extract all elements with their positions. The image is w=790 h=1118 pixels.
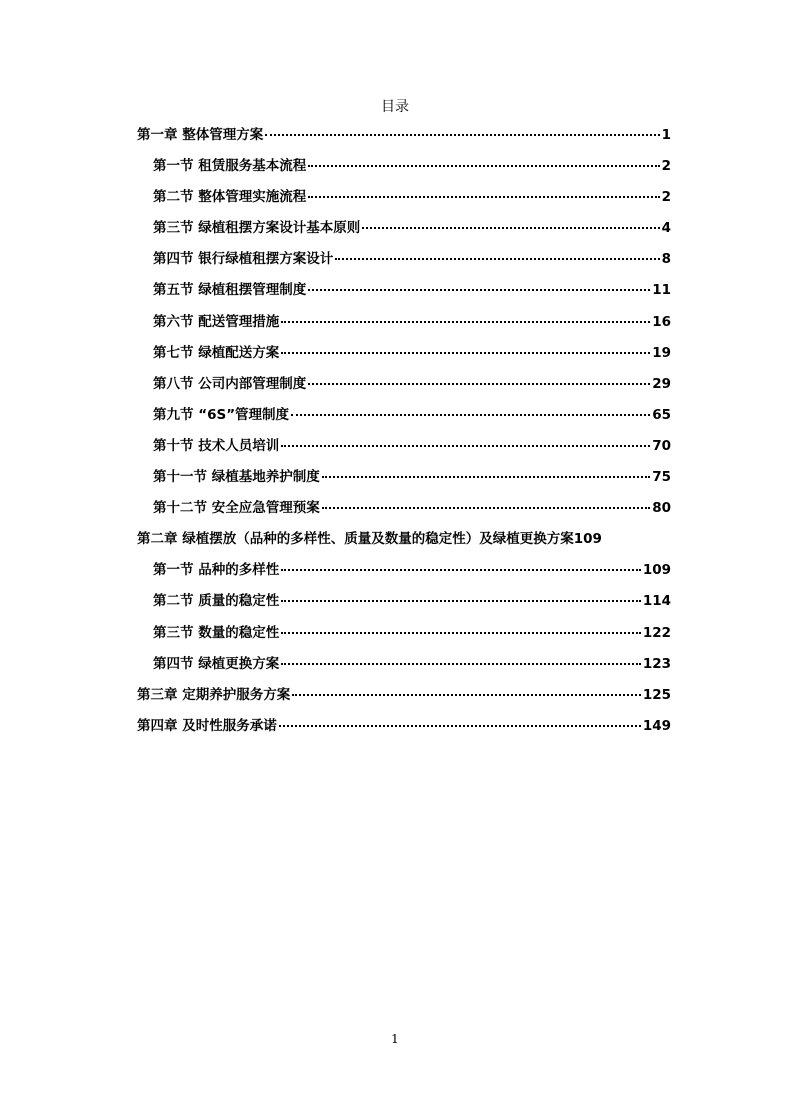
toc-entry[interactable]: [137, 151, 671, 182]
dot-leader: [281, 445, 650, 447]
toc-entry-label: 第六节 配送管理措施: [153, 313, 280, 330]
toc-entry-page-number: 70: [652, 437, 671, 454]
toc-entry[interactable]: [137, 680, 671, 711]
toc-entry[interactable]: [137, 244, 671, 275]
toc-entry[interactable]: [137, 431, 671, 462]
dot-leader: [281, 663, 641, 665]
toc-entry-label: 第三节 数量的稳定性: [153, 624, 280, 641]
toc-entry[interactable]: [137, 462, 671, 493]
toc-entry-label: 第三节 绿植租摆方案设计基本原则: [153, 220, 361, 237]
toc-entry-page-number: 29: [652, 375, 671, 392]
toc-entry-page-number: 109: [573, 531, 602, 548]
dot-leader: [281, 321, 650, 323]
toc-entry[interactable]: [137, 649, 671, 680]
toc-entry-page-number: 2: [661, 158, 671, 175]
toc-entry-page-number: 149: [642, 717, 671, 734]
toc-entry-label: 第二节 质量的稳定性: [153, 593, 280, 610]
dot-leader: [362, 227, 659, 229]
toc-entry[interactable]: [137, 182, 671, 213]
dot-leader: [281, 352, 650, 354]
dot-leader: [308, 289, 650, 291]
toc-entry-page-number: 75: [652, 469, 671, 486]
toc-entry-label: 第四章 及时性服务承诺: [137, 717, 277, 734]
toc-entry-page-number: 1: [661, 127, 671, 143]
toc-entry[interactable]: [137, 369, 671, 400]
toc-entry[interactable]: [137, 493, 671, 524]
toc-entry-page-number: 8: [661, 251, 671, 268]
toc-entry[interactable]: [137, 275, 671, 306]
dot-leader: [322, 507, 651, 509]
toc-entry[interactable]: [137, 555, 671, 586]
toc-entry-page-number: 2: [661, 189, 671, 206]
toc-entry-label: 第五节 绿植租摆管理制度: [153, 282, 307, 299]
toc-entry-label: 第三章 定期养护服务方案: [137, 686, 291, 703]
toc-entry-page-number: 114: [642, 593, 671, 610]
toc-entry-page-number: 65: [652, 406, 671, 423]
toc-entry-page-number: 122: [642, 624, 671, 641]
toc-entry[interactable]: [137, 120, 671, 151]
dot-leader: [308, 165, 659, 167]
toc-entry-label: 第一章 整体管理方案: [137, 127, 264, 143]
toc-entry-label: 第十一节 绿植基地养护制度: [153, 469, 320, 486]
toc-entry-label: 第二章 绿植摆放（品种的多样性、质量及数量的稳定性）及绿植更换方案: [137, 531, 574, 548]
toc-entry-label: 第二节 整体管理实施流程: [153, 189, 307, 206]
dot-leader: [265, 134, 659, 136]
toc-entry-label: 第四节 绿植更换方案: [153, 655, 280, 672]
page-number-footer: 1: [391, 1032, 399, 1046]
toc-entry[interactable]: [137, 338, 671, 369]
toc-entry-label: 第十节 技术人员培训: [153, 437, 280, 454]
toc-entry-page-number: 11: [652, 282, 671, 299]
toc-entry-label: 第九节 “6S”管理制度: [153, 406, 290, 423]
toc-entry[interactable]: [137, 711, 671, 742]
dot-leader: [291, 414, 650, 416]
toc-entry[interactable]: [137, 213, 671, 244]
dot-leader: [335, 258, 659, 260]
dot-leader: [281, 600, 641, 602]
dot-leader: [322, 476, 651, 478]
toc-entry-label: 第七节 绿植配送方案: [153, 344, 280, 361]
toc-entry[interactable]: [137, 618, 671, 649]
dot-leader: [281, 569, 641, 571]
toc-entry-page-number: 123: [642, 655, 671, 672]
toc-entry[interactable]: [137, 307, 671, 338]
dot-leader: [281, 632, 641, 634]
dot-leader: [308, 196, 659, 198]
dot-leader: [292, 694, 641, 696]
toc-entry-page-number: 4: [661, 220, 671, 237]
toc-entry[interactable]: [137, 524, 671, 555]
toc-entry-label: 第八节 公司内部管理制度: [153, 375, 307, 392]
toc-entry-label: 第一节 品种的多样性: [153, 562, 280, 579]
dot-leader: [279, 725, 641, 727]
toc-entry-page-number: 109: [642, 562, 671, 579]
toc-entry-page-number: 80: [652, 500, 671, 517]
toc-entry-label: 第一节 租赁服务基本流程: [153, 158, 307, 175]
toc-title: 目录: [381, 99, 409, 115]
dot-leader: [308, 383, 650, 385]
toc-entry[interactable]: [137, 586, 671, 617]
table-of-contents: [137, 120, 671, 742]
toc-entry-label: 第四节 银行绿植租摆方案设计: [153, 251, 334, 268]
toc-entry-page-number: 19: [652, 344, 671, 361]
toc-entry-page-number: 16: [652, 313, 671, 330]
toc-entry-page-number: 125: [642, 686, 671, 703]
toc-entry[interactable]: [137, 400, 671, 431]
toc-entry-label: 第十二节 安全应急管理预案: [153, 500, 320, 517]
